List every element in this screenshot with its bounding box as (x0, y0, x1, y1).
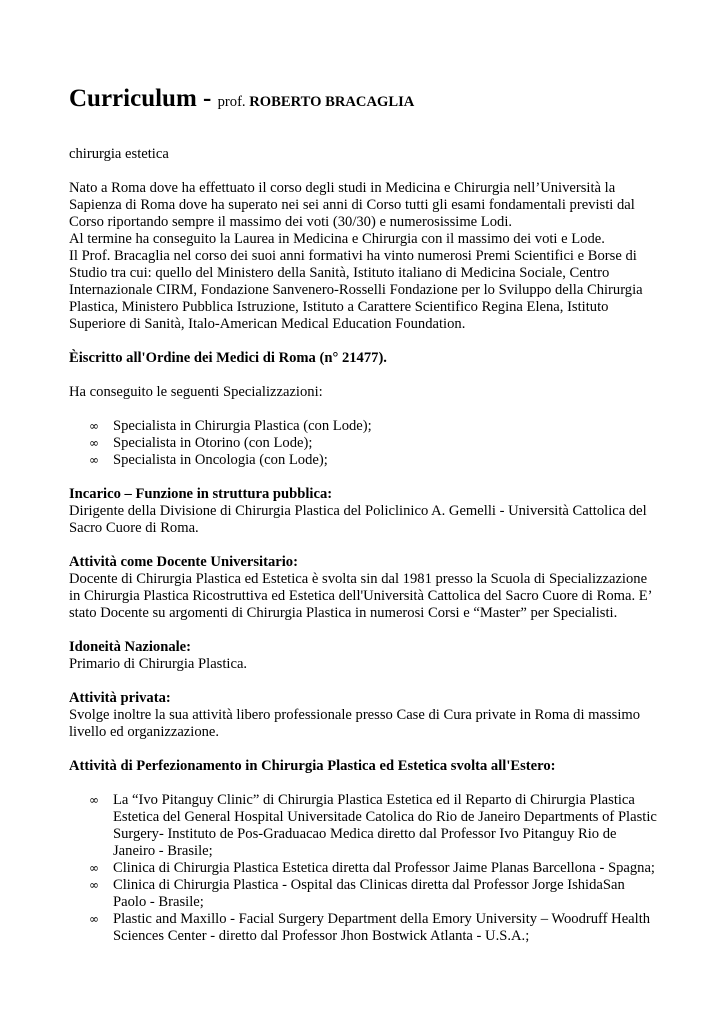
specializations-intro: Ha conseguito le seguenti Specializzazioni: (69, 384, 323, 400)
section-body: Dirigente della Divisione di Chirurgia Plastica del Policlinico A. Gemelli - Università Cattolica del Sacro Cuore di Roma. (69, 503, 647, 536)
infinity-bullet-icon: ∞ (89, 793, 99, 807)
infinity-bullet-icon: ∞ (89, 436, 99, 450)
document-body (69, 146, 661, 945)
section-public-role (69, 486, 661, 537)
list-item: ∞ Specialista in Oncologia (con Lode); (89, 452, 328, 468)
section-body: Svolge inoltre la sua attività libero professionale presso Case di Cura private in Roma di massimo livello ed organizzazione. (69, 707, 641, 740)
registration: Èiscritto all'Ordine dei Medici di Roma (n° 21477). (69, 350, 387, 366)
infinity-bullet-icon: ∞ (89, 878, 99, 892)
infinity-bullet-icon: ∞ (89, 861, 99, 875)
infinity-bullet-icon: ∞ (89, 453, 99, 467)
bio-line: Il Prof. Bracaglia nel corso dei suoi anni formativi ha vinto numerosi Premi Scientifici e Borse di Studio tra cui: quello del Ministero della Sanità, Istituto italiano di Medicina Sociale, Centro Internazionale CIRM, Fondazione Sanvenero-Rosselli Fondazione per lo Sviluppo della Chirurgia Plastica, Ministero Pubblica Istruzione, Istituto a Carattere Scientifico Regina Elena, Istituto Superiore di Sanità, Italo-American Medical Education Foundation. (69, 248, 643, 332)
bio-paragraph (69, 180, 661, 333)
section-heading: Attività come Docente Universitario: (69, 554, 298, 570)
section-national-qualification (69, 639, 661, 673)
title-prof: prof. (217, 94, 250, 110)
infinity-bullet-icon: ∞ (89, 912, 99, 926)
section-heading: Attività privata: (69, 690, 171, 706)
title-main: Curriculum - (69, 85, 218, 112)
section-heading: Incarico – Funzione in struttura pubblica: (69, 486, 333, 502)
list-item: ∞ Specialista in Chirurgia Plastica (con Lode); (89, 418, 372, 434)
section-body: Docente di Chirurgia Plastica ed Estetica è svolta sin dal 1981 presso la Scuola di Specializzazione in Chirurgia Plastica Ricostruttiva ed Estetica dell'Università Cattolica del Sacro Cuore di Roma. E’ stato Docente su argomenti di Chirurgia Plastica in numerosi Corsi e “Master” per Specialisti. (69, 571, 652, 621)
section-private-practice (69, 690, 661, 741)
abroad-list (69, 792, 661, 945)
section-teaching (69, 554, 661, 622)
abroad-heading: Attività di Perfezionamento in Chirurgia Plastica ed Estetica svolta all'Estero: (69, 758, 556, 774)
section-heading: Idoneità Nazionale: (69, 639, 192, 655)
infinity-bullet-icon: ∞ (89, 419, 99, 433)
list-item: ∞ Specialista in Otorino (con Lode); (89, 435, 313, 451)
subtitle: chirurgia estetica (69, 146, 169, 162)
list-item: ∞ Plastic and Maxillo - Facial Surgery Department della Emory University – Woodruff Health Sciences Center - diretto dal Professor Jhon Bostwick Atlanta - U.S.A.; (89, 911, 651, 944)
title-name: ROBERTO BRACAGLIA (249, 94, 415, 110)
section-body: Primario di Chirurgia Plastica. (69, 656, 248, 672)
list-item: ∞ La “Ivo Pitanguy Clinic” di Chirurgia Plastica Estetica ed il Reparto di Chirurgia Plastica Estetica del General Hospital Universitade Catolica do Rio de Janeiro Departments of Plastic Surgery- Instituto de Pos-Graduacao Medica diretto dal Professor Ivo Pitanguy Rio de Janeiro - Brasile; (89, 792, 657, 859)
specializations-list (69, 418, 661, 469)
bio-line: Nato a Roma dove ha effettuato il corso degli studi in Medicina e Chirurgia nell’Università la Sapienza di Roma dove ha superato nei sei anni di Corso tutti gli esami fondamentali previsti dal Corso riportando sempre il massimo dei voti (30/30) e numerosissime Lodi. (69, 180, 635, 230)
bio-line: Al termine ha conseguito la Laurea in Medicina e Chirurgia con il massimo dei voti e Lode. (69, 231, 605, 247)
page-title (69, 84, 414, 117)
list-item: ∞ Clinica di Chirurgia Plastica - Ospital das Clinicas diretta dal Professor Jorge IshidaSan Paolo - Brasile; (89, 877, 625, 910)
list-item: ∞ Clinica di Chirurgia Plastica Estetica diretta dal Professor Jaime Planas Barcellona - Spagna; (89, 860, 655, 876)
